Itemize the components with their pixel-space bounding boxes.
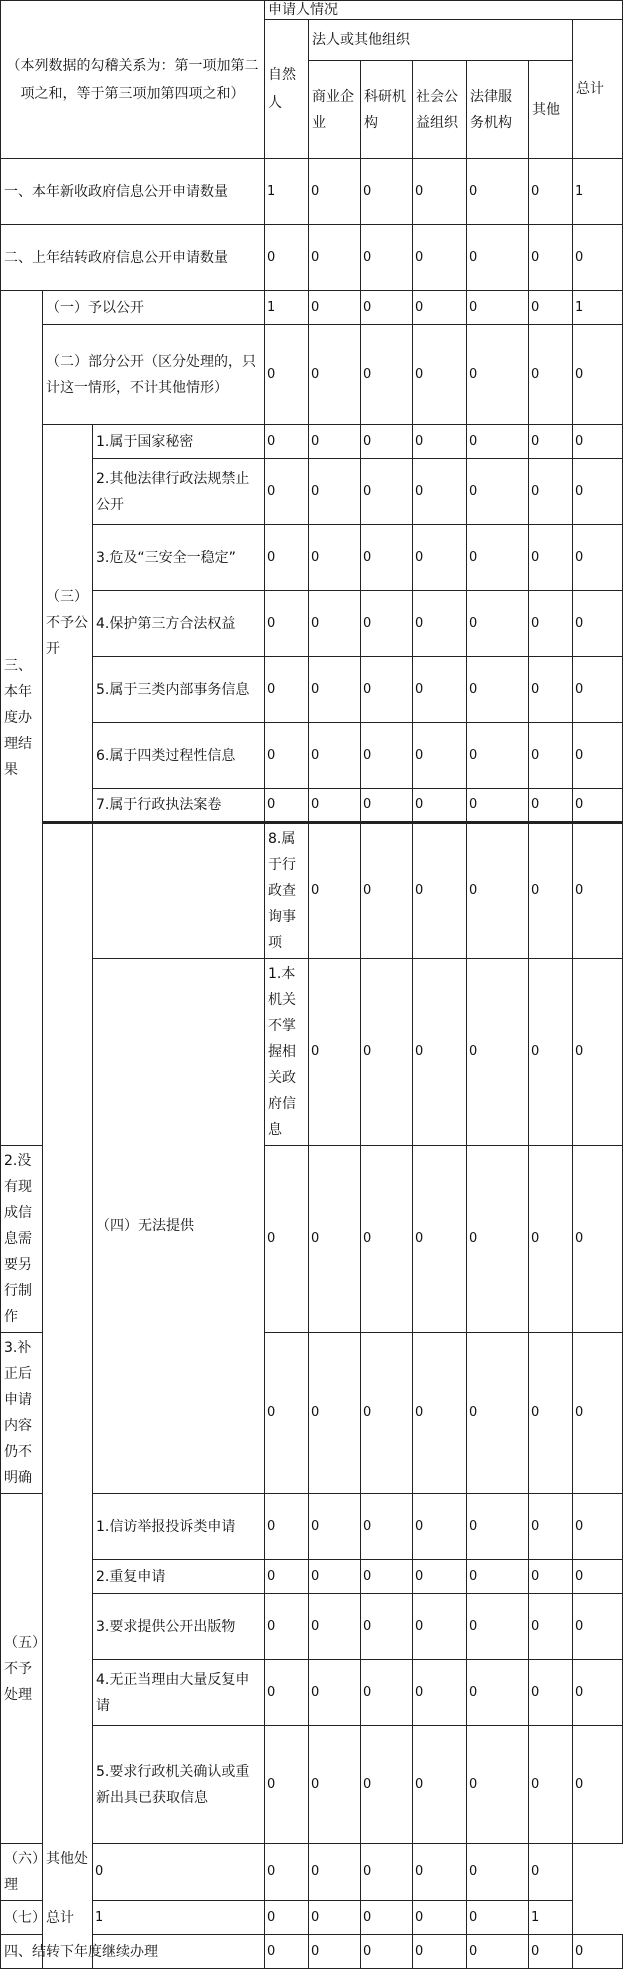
new-requests-value: 0	[361, 159, 413, 225]
not-open-5-value: 0	[467, 657, 529, 723]
carry-forward-value: 0	[361, 1935, 413, 1969]
unable-2-value: 0	[413, 1146, 467, 1333]
not-open-7-value: 0	[361, 789, 413, 823]
not-open-item: 6.属于四类过程性信息	[93, 723, 265, 789]
unable-item: 2.没有现成信息需要另行制作	[1, 1146, 43, 1333]
not-open-5-value: 0	[413, 657, 467, 723]
row-partial	[1, 325, 623, 425]
not-open-2-value: 0	[413, 459, 467, 525]
not-open-item: 5.属于三类内部事务信息	[93, 657, 265, 723]
row-unable-1	[1, 959, 623, 1146]
not-open-item: 2.其他法律行政法规禁止公开	[93, 459, 265, 525]
label-unable: （四）无法提供	[93, 959, 265, 1494]
carried-over-value: 0	[309, 225, 361, 291]
unable-1-value: 0	[361, 959, 413, 1146]
row-not-process-4	[1, 1660, 623, 1726]
label-carried-over: 二、上年结转政府信息公开申请数量	[1, 225, 265, 291]
results-total-value: 0	[361, 1901, 413, 1935]
header-business: 商业企业	[309, 61, 361, 159]
other-process-value: 0	[265, 1844, 309, 1901]
not-open-3-value: 0	[573, 525, 623, 591]
carry-forward-value: 0	[573, 1935, 623, 1969]
not-open-1-value: 0	[467, 425, 529, 459]
not-open-7-value: 0	[467, 789, 529, 823]
label-other-process: （六）其他处理	[1, 1844, 93, 1901]
unable-1-value: 0	[573, 959, 623, 1146]
header-research: 科研机构	[361, 61, 413, 159]
label-not-process: （五）不予处理	[1, 1494, 43, 1844]
partial-value: 0	[529, 325, 573, 425]
new-requests-value: 0	[467, 159, 529, 225]
not-process-3-value: 0	[413, 1594, 467, 1660]
not-open-7-value: 0	[265, 789, 309, 823]
not-process-3-value: 0	[361, 1594, 413, 1660]
unable-2-value: 0	[361, 1146, 413, 1333]
not-process-5-value: 0	[529, 1726, 573, 1844]
carried-over-value: 0	[467, 225, 529, 291]
not-open-4-value: 0	[529, 591, 573, 657]
unable-2-value: 0	[573, 1146, 623, 1333]
not-open-2-value: 0	[265, 459, 309, 525]
not-process-1-value: 0	[529, 1494, 573, 1560]
not-process-4-value: 0	[361, 1660, 413, 1726]
row-not-process-1	[1, 1494, 623, 1560]
not-process-5-value: 0	[573, 1726, 623, 1844]
row-not-open-6	[1, 723, 623, 789]
row-results-total	[1, 1901, 623, 1935]
not-open-3-value: 0	[265, 525, 309, 591]
unable-3-value: 0	[309, 1333, 361, 1494]
row-not-open-2	[1, 459, 623, 525]
open-value: 0	[529, 291, 573, 325]
not-process-5-value: 0	[467, 1726, 529, 1844]
unable-2-value: 0	[309, 1146, 361, 1333]
other-process-value: 0	[361, 1844, 413, 1901]
not-process-4-value: 0	[413, 1660, 467, 1726]
not-process-1-value: 0	[361, 1494, 413, 1560]
unable-3-value: 0	[265, 1333, 309, 1494]
not-process-item: 2.重复申请	[93, 1560, 265, 1594]
row-not-open-7	[1, 789, 623, 823]
header-total: 总计	[573, 20, 623, 159]
not-open-4-value: 0	[265, 591, 309, 657]
not-open-2-value: 0	[467, 459, 529, 525]
label-partial: （二）部分公开（区分处理的，只计这一情形，不计其他情形）	[43, 325, 265, 425]
other-process-value: 0	[413, 1844, 467, 1901]
not-process-3-value: 0	[573, 1594, 623, 1660]
row-not-process-3	[1, 1594, 623, 1660]
not-open-1-value: 0	[309, 425, 361, 459]
not-open-4-value: 0	[467, 591, 529, 657]
open-value: 1	[265, 291, 309, 325]
not-process-1-value: 0	[309, 1494, 361, 1560]
not-open-8-value: 0	[361, 823, 413, 959]
row-not-open-8	[1, 823, 623, 959]
not-process-5-value: 0	[361, 1726, 413, 1844]
results-total-value: 0	[309, 1901, 361, 1935]
not-open-4-value: 0	[361, 591, 413, 657]
not-open-2-value: 0	[529, 459, 573, 525]
not-open-5-value: 0	[573, 657, 623, 723]
row-carried-over	[1, 225, 623, 291]
row-other-process	[1, 1844, 623, 1901]
not-open-8-value: 0	[573, 823, 623, 959]
carried-over-value: 0	[573, 225, 623, 291]
header-legal-or-other-orgs: 法人或其他组织	[309, 20, 573, 61]
not-open-1-value: 0	[573, 425, 623, 459]
not-process-1-value: 0	[265, 1494, 309, 1560]
not-open-4-value: 0	[573, 591, 623, 657]
not-process-item: 1.信访举报投诉类申请	[93, 1494, 265, 1560]
not-open-2-value: 0	[573, 459, 623, 525]
header-note: （本列数据的勾稽关系为：第一项加第二项之和，等于第三项加第四项之和）	[1, 1, 265, 159]
not-process-3-value: 0	[467, 1594, 529, 1660]
not-open-7-value: 0	[413, 789, 467, 823]
not-process-4-value: 0	[265, 1660, 309, 1726]
carry-forward-value: 0	[265, 1935, 309, 1969]
header-social-welfare: 社会公益组织	[413, 61, 467, 159]
unable-3-value: 0	[361, 1333, 413, 1494]
results-total-value: 1	[529, 1901, 573, 1935]
not-open-item: 4.保护第三方合法权益	[93, 591, 265, 657]
row-open	[1, 291, 623, 325]
partial-value: 0	[265, 325, 309, 425]
row-not-process-2	[1, 1560, 623, 1594]
not-open-1-value: 0	[529, 425, 573, 459]
row-not-open-3	[1, 525, 623, 591]
not-process-2-value: 0	[265, 1560, 309, 1594]
not-open-2-value: 0	[309, 459, 361, 525]
unable-3-value: 0	[467, 1333, 529, 1494]
not-process-item: 5.要求行政机关确认或重新出具已获取信息	[93, 1726, 265, 1844]
new-requests-value: 1	[265, 159, 309, 225]
carried-over-value: 0	[265, 225, 309, 291]
not-open-item: 8.属于行政查询事项	[265, 823, 309, 959]
unable-2-value: 0	[529, 1146, 573, 1333]
unable-2-value: 0	[467, 1146, 529, 1333]
label-new-requests: 一、本年新收政府信息公开申请数量	[1, 159, 265, 225]
not-process-4-value: 0	[529, 1660, 573, 1726]
unable-3-value: 0	[529, 1333, 573, 1494]
not-process-5-value: 0	[413, 1726, 467, 1844]
partial-value: 0	[467, 325, 529, 425]
results-total-value: 0	[265, 1901, 309, 1935]
unable-item: 3.补正后申请内容仍不明确	[1, 1333, 43, 1494]
results-total-value: 1	[93, 1901, 265, 1935]
open-value: 0	[413, 291, 467, 325]
not-open-6-value: 0	[573, 723, 623, 789]
header-natural-person: 自然人	[265, 20, 309, 159]
carried-over-value: 0	[413, 225, 467, 291]
not-open-8-value: 0	[413, 823, 467, 959]
carried-over-value: 0	[361, 225, 413, 291]
new-requests-value: 0	[529, 159, 573, 225]
not-open-3-value: 0	[529, 525, 573, 591]
header-row-1	[1, 1, 623, 20]
not-open-5-value: 0	[529, 657, 573, 723]
not-open-3-value: 0	[413, 525, 467, 591]
not-process-1-value: 0	[573, 1494, 623, 1560]
open-value: 0	[361, 291, 413, 325]
not-open-3-value: 0	[467, 525, 529, 591]
not-process-2-value: 0	[309, 1560, 361, 1594]
not-process-1-value: 0	[413, 1494, 467, 1560]
not-open-7-value: 0	[529, 789, 573, 823]
partial-value: 0	[309, 325, 361, 425]
not-open-8-value: 0	[467, 823, 529, 959]
not-process-5-value: 0	[265, 1726, 309, 1844]
not-open-6-value: 0	[529, 723, 573, 789]
label-results-total: （七）总计	[1, 1901, 93, 1935]
not-open-6-value: 0	[467, 723, 529, 789]
label-results: 三、本年度办理结果	[1, 291, 43, 1146]
unable-1-value: 0	[413, 959, 467, 1146]
label-carry-forward: 四、结转下年度继续办理	[1, 1935, 265, 1969]
not-open-1-value: 0	[265, 425, 309, 459]
row-not-open-1	[1, 425, 623, 459]
unable-1-value: 0	[309, 959, 361, 1146]
row-carry-forward	[1, 1935, 623, 1969]
unable-3-value: 0	[413, 1333, 467, 1494]
table-body	[1, 1, 623, 1969]
row-not-process-5	[1, 1726, 623, 1844]
not-process-1-value: 0	[467, 1494, 529, 1560]
results-total-value: 0	[467, 1901, 529, 1935]
label-open: （一）予以公开	[43, 291, 265, 325]
carried-over-value: 0	[529, 225, 573, 291]
carry-forward-value: 0	[309, 1935, 361, 1969]
other-process-value: 0	[93, 1844, 265, 1901]
not-process-2-value: 0	[413, 1560, 467, 1594]
unable-2-value: 0	[265, 1146, 309, 1333]
not-open-4-value: 0	[309, 591, 361, 657]
not-process-2-value: 0	[467, 1560, 529, 1594]
open-value: 1	[573, 291, 623, 325]
not-open-5-value: 0	[309, 657, 361, 723]
other-process-value: 0	[529, 1844, 573, 1901]
not-process-3-value: 0	[529, 1594, 573, 1660]
carry-forward-value: 0	[529, 1935, 573, 1969]
other-process-value: 0	[467, 1844, 529, 1901]
not-open-5-value: 0	[265, 657, 309, 723]
not-open-item: 7.属于行政执法案卷	[93, 789, 265, 823]
carry-forward-value: 0	[413, 1935, 467, 1969]
new-requests-value: 0	[413, 159, 467, 225]
label-not-open: （三）不予公开	[43, 425, 93, 823]
header-legal-service: 法律服务机构	[467, 61, 529, 159]
not-open-item: 3.危及“三安全一稳定”	[93, 525, 265, 591]
not-open-8-value: 0	[529, 823, 573, 959]
not-process-3-value: 0	[309, 1594, 361, 1660]
new-requests-value: 0	[309, 159, 361, 225]
not-process-4-value: 0	[573, 1660, 623, 1726]
not-open-3-value: 0	[309, 525, 361, 591]
results-total-value: 0	[413, 1901, 467, 1935]
not-open-7-value: 0	[309, 789, 361, 823]
unable-1-value: 0	[529, 959, 573, 1146]
unable-item: 1.本机关不掌握相关政府信息	[265, 959, 309, 1146]
other-process-value: 0	[309, 1844, 361, 1901]
not-open-continued	[93, 823, 265, 959]
not-process-5-value: 0	[309, 1726, 361, 1844]
not-process-2-value: 0	[529, 1560, 573, 1594]
not-open-1-value: 0	[361, 425, 413, 459]
partial-value: 0	[361, 325, 413, 425]
header-applicant-situation: 申请人情况	[265, 1, 623, 20]
not-process-2-value: 0	[361, 1560, 413, 1594]
partial-value: 0	[413, 325, 467, 425]
new-requests-value: 1	[573, 159, 623, 225]
not-process-item: 3.要求提供公开出版物	[93, 1594, 265, 1660]
not-open-1-value: 0	[413, 425, 467, 459]
row-new-requests	[1, 159, 623, 225]
unable-3-value: 0	[573, 1333, 623, 1494]
not-open-4-value: 0	[413, 591, 467, 657]
not-open-8-value: 0	[309, 823, 361, 959]
not-open-6-value: 0	[309, 723, 361, 789]
not-process-2-value: 0	[573, 1560, 623, 1594]
not-open-2-value: 0	[361, 459, 413, 525]
partial-value: 0	[573, 325, 623, 425]
not-open-7-value: 0	[573, 789, 623, 823]
row-not-open-4	[1, 591, 623, 657]
not-open-item: 1.属于国家秘密	[93, 425, 265, 459]
open-value: 0	[309, 291, 361, 325]
not-open-5-value: 0	[361, 657, 413, 723]
not-process-3-value: 0	[265, 1594, 309, 1660]
not-process-4-value: 0	[467, 1660, 529, 1726]
not-process-4-value: 0	[309, 1660, 361, 1726]
header-other: 其他	[529, 61, 573, 159]
not-open-6-value: 0	[265, 723, 309, 789]
not-open-3-value: 0	[361, 525, 413, 591]
unable-1-value: 0	[467, 959, 529, 1146]
not-open-6-value: 0	[361, 723, 413, 789]
carry-forward-value: 0	[467, 1935, 529, 1969]
open-value: 0	[467, 291, 529, 325]
results-continued	[43, 823, 93, 1969]
not-process-item: 4.无正当理由大量反复申请	[93, 1660, 265, 1726]
row-not-open-5	[1, 657, 623, 723]
not-open-6-value: 0	[413, 723, 467, 789]
